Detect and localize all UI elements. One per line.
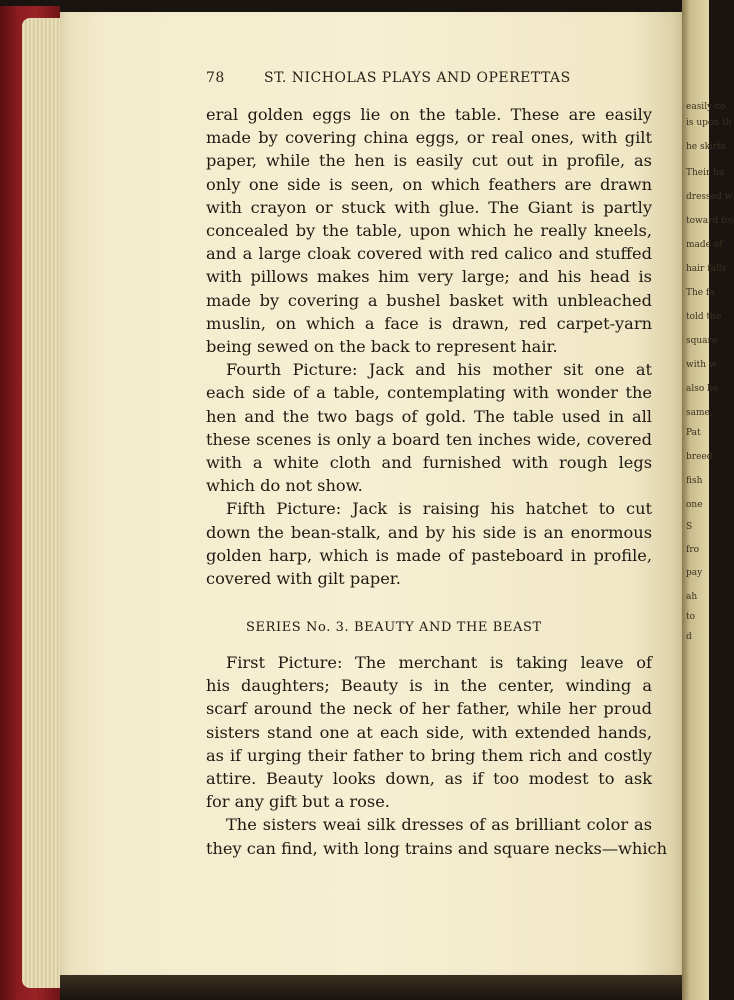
text-line: attire. Beauty looks down, as if too modest to ask [206,769,652,789]
text-line: hen and the two bags of gold. The table used in all [206,406,652,426]
text-line: Fourth Picture: Jack and his mother sit one at [226,360,652,380]
next-page-fragment: told the [686,312,722,322]
text-line: his daughters; Beauty is in the center, winding a [206,676,652,696]
text-line: muslin, on which a face is drawn, red carpet-yarn [206,313,652,333]
next-page-fragment: he skirts [686,142,726,152]
next-page-fragment: toward fro [686,216,734,226]
next-page-fragment: made of [686,240,723,250]
text-line: golden harp, which is made of pasteboard in profile, [206,545,652,565]
text-line: only one side is seen, on which feathers are drawn [206,174,652,194]
text-line: with a white cloth and furnished with rough legs [206,453,652,473]
text-line: as if urging their father to bring them rich and costly [206,745,652,765]
text-line: and a large cloak covered with red calico and stuffed [206,244,652,264]
next-page-fragment: The fa [686,288,715,298]
next-page-fragment: S [686,522,693,532]
body-text-1 [206,103,652,590]
next-page-fragment: hair falls [686,264,727,274]
text-line: Fifth Picture: Jack is raising his hatchet to cut [226,499,652,519]
body-text-2 [206,651,667,860]
next-page-fragment: with w [686,360,717,370]
text-line: made by covering china eggs, or real ones, with gilt [206,128,652,148]
text-line: these scenes is only a board ten inches wide, covered [206,429,652,449]
next-page-fragment: fish [686,476,703,486]
text-line: made by covering a bushel basket with unbleached [206,290,652,310]
next-page-fragment: to [686,612,696,622]
next-page-fragment: breed [686,452,713,462]
text-line: First Picture: The merchant is taking leave of [226,653,652,672]
next-page-edge [682,0,734,1000]
text-line: concealed by the table, upon which he really kneels, [206,221,652,241]
next-page-fragment: pay [686,568,703,578]
next-page-fragment: same, [686,408,713,418]
text-line: with pillows makes him very large; and his head is [206,267,652,287]
next-page-fragment: Pat [686,428,701,438]
text-line: they can find, with long trains and square necks—which [206,838,667,858]
text-line: eral golden eggs lie on the table. These are easily [206,105,652,124]
page-number: 78 [206,70,225,86]
text-line: each side of a table, contemplating with wonder the [206,383,652,403]
text-line: sisters stand one at each side, with extended hands, [206,722,652,742]
next-page-fragment: one [686,500,703,510]
page-bottom-shadow [60,975,682,1000]
next-page-fragment: Their ha [686,168,725,178]
next-page-fragment: fro [686,545,700,555]
next-page-fragment: square [686,336,718,346]
text-line: with crayon or stuck with glue. The Giant is partly [206,197,652,217]
next-page-fragment: easily co [686,102,726,112]
text-line: covered with gilt paper. [206,569,401,589]
next-page-fragment: d [686,632,692,642]
next-page-fragment: dressed w [686,192,733,202]
next-page-fragment: is upon th [686,118,732,128]
running-title: ST. NICHOLAS PLAYS AND OPERETTAS [264,70,571,86]
text-line: down the bean-stalk, and by his side is an enormous [206,522,652,542]
text-line: which do not show. [206,476,363,496]
text-line: The sisters weai silk dresses of as brilliant color as [226,815,652,835]
section-heading: SERIES No. 3. BEAUTY AND THE BEAST [246,620,542,635]
next-page-fragment: also be [686,384,719,394]
text-line: for any gift but a rose. [206,792,390,812]
text-line: being sewed on the back to represent hair. [206,337,558,357]
text-line: paper, while the hen is easily cut out in profile, as [206,151,652,171]
text-line: scarf around the neck of her father, while her proud [206,699,652,719]
next-page-fragment: ah [686,592,698,602]
